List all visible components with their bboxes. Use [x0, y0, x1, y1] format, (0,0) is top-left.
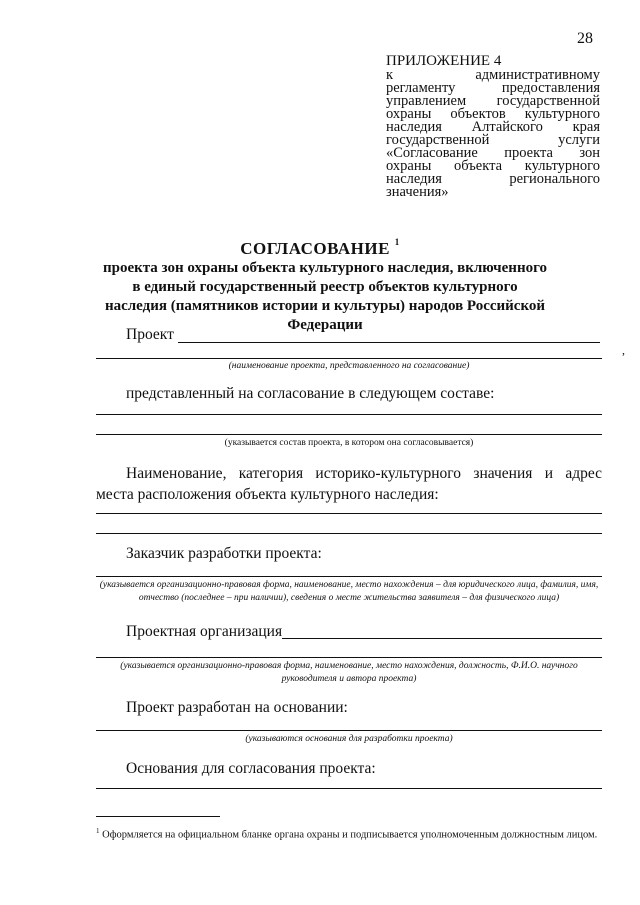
project-field-line[interactable]: [178, 342, 600, 343]
composition-field-line-2[interactable]: [96, 434, 602, 435]
appendix-line: к административному: [386, 67, 600, 83]
appendix-line: значения»: [386, 184, 449, 200]
basis-label: Проект разработан на основании:: [126, 699, 348, 716]
customer-hint: (указывается организационно-правовая форма, наименование, место нахождения – для юридического лица, фамилия, имя, отчество (последнее – при наличии), сведения о месте жительства заявителя – для физического лица): [99, 580, 599, 603]
project-hint: (наименование проекта, представленного на согласование): [228, 361, 470, 371]
appendix-line: наследия Алтайского края: [386, 119, 600, 135]
customer-field-line[interactable]: [96, 576, 602, 577]
org-field-line-2[interactable]: [96, 657, 602, 658]
appendix-line: «Согласование проекта зон: [386, 145, 600, 161]
stray-mark: ,: [622, 343, 625, 357]
composition-field-line[interactable]: [96, 414, 602, 415]
basis-field-line[interactable]: [96, 730, 602, 731]
appendix-line: наследия регионального: [386, 171, 600, 187]
object-line-2: места расположения объекта культурного наследия:: [96, 486, 439, 503]
object-field-line[interactable]: [96, 513, 602, 514]
object-paragraph: [96, 463, 602, 505]
org-label: Проектная организация: [126, 623, 283, 640]
grounds-label: Основания для согласования проекта:: [126, 760, 376, 777]
footnote-separator: [96, 816, 220, 817]
title-footnote-mark: 1: [394, 237, 400, 247]
appendix-line: государственной услуги: [386, 132, 600, 148]
footnote-mark: 1: [96, 827, 100, 835]
document-title: [0, 239, 640, 259]
org-field-line[interactable]: [282, 638, 602, 639]
title-text: СОГЛАСОВАНИЕ: [240, 239, 390, 258]
appendix-line: охраны объекта культурного: [386, 158, 600, 174]
appendix-heading: ПРИЛОЖЕНИЕ 4: [386, 53, 502, 69]
grounds-field-line[interactable]: [96, 788, 602, 789]
appendix-block: [386, 55, 600, 199]
footnote-text: Оформляется на официальном бланке органа охраны и подписывается уполномоченным должностным лицом.: [102, 829, 598, 841]
org-hint: (указывается организационно-правовая форма, наименование, место нахождения, должность, Ф.И.О. научного руководителя и автора проекта): [120, 661, 578, 684]
footnote: [96, 824, 602, 843]
appendix-line: управлением государственной: [386, 93, 600, 109]
composition-label: представленный на согласование в следующем составе:: [126, 385, 495, 402]
appendix-line: охраны объектов культурного: [386, 106, 600, 122]
page-number: 28: [577, 30, 593, 47]
project-field-line-2[interactable]: [96, 358, 602, 359]
customer-label: Заказчик разработки проекта:: [126, 545, 322, 562]
project-label: Проект: [126, 326, 174, 343]
object-line-1: Наименование, категория историко-культурного значения и адрес: [126, 465, 602, 482]
appendix-line: регламенту предоставления: [386, 80, 600, 96]
composition-hint: (указывается состав проекта, в котором она согласовывается): [224, 438, 474, 448]
basis-hint: (указываются основания для разработки проекта): [245, 734, 453, 744]
document-subtitle: проекта зон охраны объекта культурного наследия, включенного в единый государственный реестр объектов культурного наследия (памятников истории и культуры) народов Российской Федерации: [102, 260, 548, 333]
object-field-line-2[interactable]: [96, 533, 602, 534]
